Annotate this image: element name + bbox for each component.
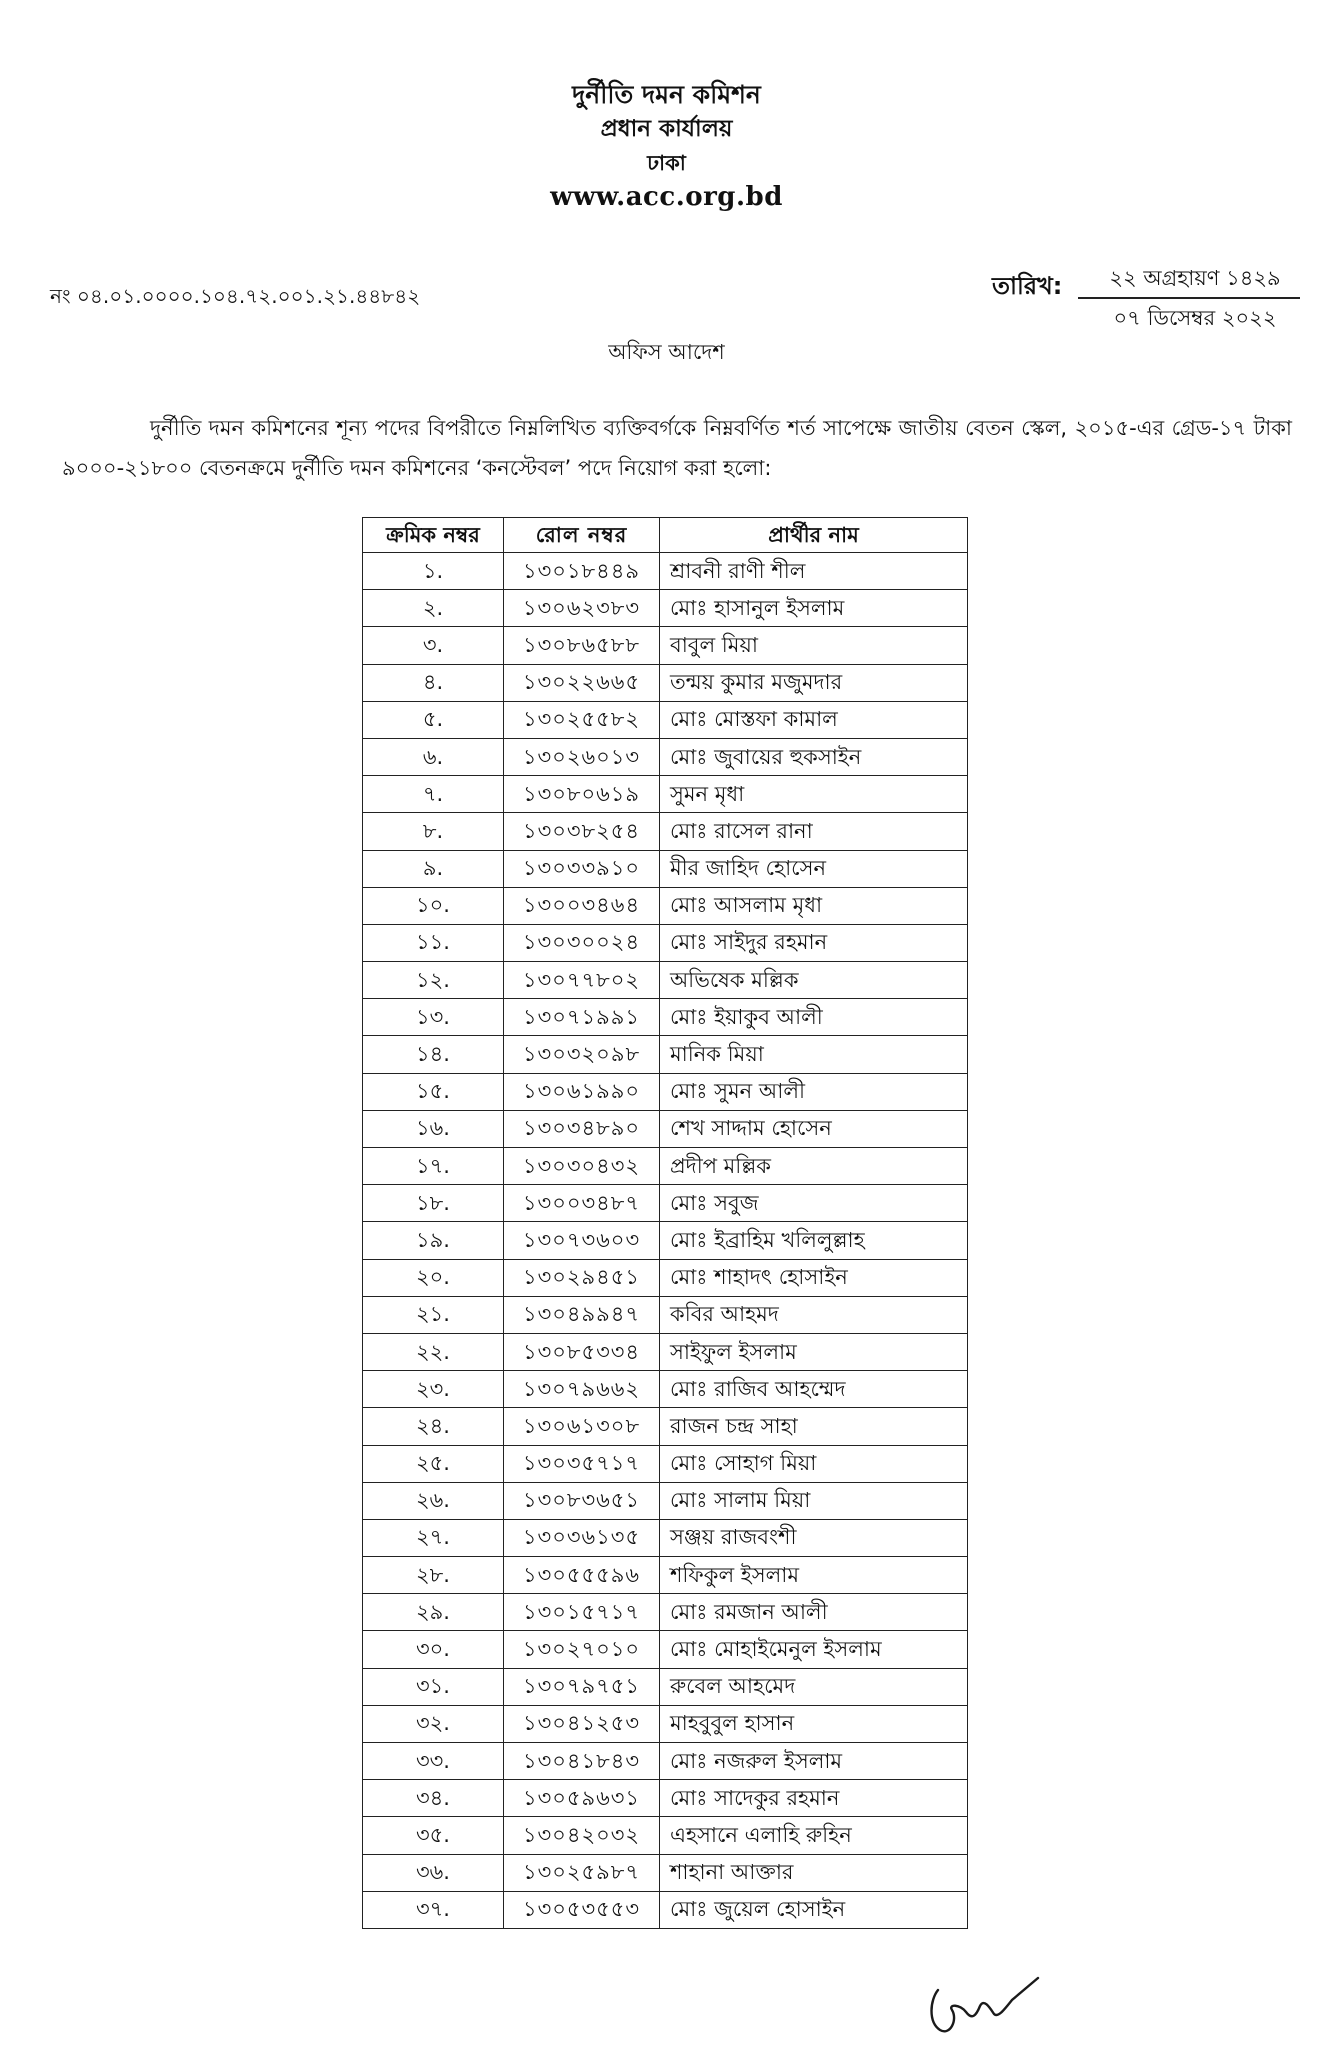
website: www.acc.org.bd	[550, 182, 783, 212]
roll-cell: ১৩০৮৩৬৫১	[504, 1482, 660, 1519]
roll-cell: ১৩০৫৩৫৫৩	[504, 1891, 660, 1928]
serial-cell: ১৬.	[363, 1110, 504, 1147]
table-row	[363, 590, 968, 627]
header-serial: ক্রমিক নম্বর	[363, 518, 504, 553]
table-row	[363, 1557, 968, 1594]
serial-cell: ৬.	[363, 738, 504, 775]
roll-cell: ১৩০৪২০৩২	[504, 1817, 660, 1854]
name-cell: মোঃ নজরুল ইসলাম	[660, 1743, 968, 1780]
name-cell: মোঃ ইব্রাহিম খলিলুল্লাহ	[660, 1222, 968, 1259]
date-bangla: ২২ অগ্রহায়ণ ১৪২৯	[1109, 266, 1281, 290]
city-name: ঢাকা	[647, 150, 686, 175]
table-row	[363, 924, 968, 961]
name-cell: মোঃ আসলাম মৃধা	[660, 887, 968, 924]
name-cell: মোঃ হাসানুল ইসলাম	[660, 590, 968, 627]
header-name: প্রার্থীর নাম	[660, 518, 968, 553]
roll-cell: ১৩০৪৯৯৪৭	[504, 1296, 660, 1333]
table-row	[363, 1668, 968, 1705]
name-cell: অভিষেক মল্লিক	[660, 962, 968, 999]
table-row	[363, 1780, 968, 1817]
roll-cell: ১৩০৭৩৬০৩	[504, 1222, 660, 1259]
name-cell: শ্রাবনী রাণী শীল	[660, 553, 968, 590]
table-row	[363, 1445, 968, 1482]
name-cell: মোঃ সবুজ	[660, 1185, 968, 1222]
serial-cell: ১৪.	[363, 1036, 504, 1073]
roll-cell: ১৩০৮৫৩৩৪	[504, 1333, 660, 1370]
table-row	[363, 1408, 968, 1445]
name-cell: মোঃ মোস্তফা কামাল	[660, 701, 968, 738]
roll-cell: ১৩০১৫৭১৭	[504, 1594, 660, 1631]
roll-cell: ১৩০৩৫৭১৭	[504, 1445, 660, 1482]
roll-cell: ১৩০৬১৩০৮	[504, 1408, 660, 1445]
serial-cell: ১৫.	[363, 1073, 504, 1110]
serial-cell: ৩৩.	[363, 1743, 504, 1780]
roll-cell: ১৩০২২৬৬৫	[504, 664, 660, 701]
serial-cell: ১৮.	[363, 1185, 504, 1222]
name-cell: মোঃ সালাম মিয়া	[660, 1482, 968, 1519]
name-cell: বাবুল মিয়া	[660, 627, 968, 664]
serial-cell: ৫.	[363, 701, 504, 738]
table-row	[363, 887, 968, 924]
name-cell: কবির আহমদ	[660, 1296, 968, 1333]
roll-cell: ১৩০৭৭৮০২	[504, 962, 660, 999]
body-paragraph: দুর্নীতি দমন কমিশনের শূন্য পদের বিপরীতে নিম্নলিখিত ব্যক্তিবর্গকে নিম্নবর্ণিত শর্ত সাপেক্ষে জাতীয় বেতন স্কেল, ২০১৫-এর গ্রেড-১৭ টাকা ৯০০০-২১৮০০ বেতনক্রমে দুর্নীতি দমন কমিশনের ‘কনস্টেবল’ পদে নিয়োগ করা হলো:	[62, 416, 1292, 480]
name-cell: শাহানা আক্তার	[660, 1854, 968, 1891]
roll-cell: ১৩০২৬০১৩	[504, 738, 660, 775]
name-cell: মাহবুবুল হাসান	[660, 1705, 968, 1742]
table-row	[363, 999, 968, 1036]
name-cell: শফিকুল ইসলাম	[660, 1557, 968, 1594]
table-row	[363, 850, 968, 887]
roll-cell: ১৩০২৫৫৮২	[504, 701, 660, 738]
roll-cell: ১৩০৬২৩৮৩	[504, 590, 660, 627]
serial-cell: ২৭.	[363, 1519, 504, 1556]
table-row	[363, 1631, 968, 1668]
roll-cell: ১৩০০৩৪৬৪	[504, 887, 660, 924]
roll-cell: ১৩০৪১৮৪৩	[504, 1743, 660, 1780]
roll-cell: ১৩০৭৯৬৬২	[504, 1371, 660, 1408]
header-roll: রোল নম্বর	[504, 518, 660, 553]
date-label: তারিখ:	[992, 272, 1063, 300]
roll-cell: ১৩০১৮৪৪৯	[504, 553, 660, 590]
name-cell: তন্ময় কুমার মজুমদার	[660, 664, 968, 701]
name-cell: মোঃ শাহাদৎ হোসাইন	[660, 1259, 968, 1296]
serial-cell: ১৩.	[363, 999, 504, 1036]
table-header-row	[363, 518, 968, 553]
roll-cell: ১৩০৩০০২৪	[504, 924, 660, 961]
name-cell: মোঃ সোহাগ মিয়া	[660, 1445, 968, 1482]
name-cell: এহসানে এলাহি রুহিন	[660, 1817, 968, 1854]
roll-cell: ১৩০৮৬৫৮৮	[504, 627, 660, 664]
roll-cell: ১৩০৭৯৭৫১	[504, 1668, 660, 1705]
name-cell: মোঃ সুমন আলী	[660, 1073, 968, 1110]
name-cell: মোঃ জুয়েল হোসাইন	[660, 1891, 968, 1928]
roll-cell: ১৩০৩৩৯১০	[504, 850, 660, 887]
name-cell: মোঃ সাইদুর রহমান	[660, 924, 968, 961]
table-row	[363, 1333, 968, 1370]
roll-cell: ১৩০৮০৬১৯	[504, 776, 660, 813]
serial-cell: ২১.	[363, 1296, 504, 1333]
date-divider	[1078, 297, 1300, 299]
roll-cell: ১৩০৬১৯৯০	[504, 1073, 660, 1110]
table-row	[363, 1854, 968, 1891]
table-row	[363, 1185, 968, 1222]
organization-name: দুর্নীতি দমন কমিশন	[572, 80, 761, 109]
letterhead	[0, 78, 1333, 214]
table-row	[363, 627, 968, 664]
table-row	[363, 701, 968, 738]
serial-cell: ২০.	[363, 1259, 504, 1296]
serial-cell: ২২.	[363, 1333, 504, 1370]
roll-cell: ১৩০৩০৪৩২	[504, 1148, 660, 1185]
serial-cell: ২৪.	[363, 1408, 504, 1445]
name-cell: সুমন মৃধা	[660, 776, 968, 813]
serial-cell: ২৮.	[363, 1557, 504, 1594]
roll-cell: ১৩০৫৫৫৯৬	[504, 1557, 660, 1594]
serial-cell: ৩১.	[363, 1668, 504, 1705]
name-cell: মোঃ রাজিব আহম্মেদ	[660, 1371, 968, 1408]
serial-cell: ২৩.	[363, 1371, 504, 1408]
table-row	[363, 553, 968, 590]
name-cell: রাজন চন্দ্র সাহা	[660, 1408, 968, 1445]
roll-cell: ১৩০৪১২৫৩	[504, 1705, 660, 1742]
table-body	[363, 553, 968, 1929]
name-cell: সঞ্জয় রাজবংশী	[660, 1519, 968, 1556]
serial-cell: ৩৬.	[363, 1854, 504, 1891]
name-cell: মোঃ রাসেল রানা	[660, 813, 968, 850]
table-row	[363, 1817, 968, 1854]
serial-cell: ৮.	[363, 813, 504, 850]
table-row	[363, 1036, 968, 1073]
serial-cell: ১৯.	[363, 1222, 504, 1259]
candidate-table	[362, 517, 968, 1929]
roll-cell: ১৩০২৯৪৫১	[504, 1259, 660, 1296]
table-row	[363, 1110, 968, 1147]
roll-cell: ১৩০৭১৯৯১	[504, 999, 660, 1036]
table-row	[363, 664, 968, 701]
name-cell: মোঃ সাদেকুর রহমান	[660, 1780, 968, 1817]
table-row	[363, 1259, 968, 1296]
name-cell: মোঃ ইয়াকুব আলী	[660, 999, 968, 1036]
serial-cell: ২৯.	[363, 1594, 504, 1631]
name-cell: মীর জাহিদ হোসেন	[660, 850, 968, 887]
table-row	[363, 1148, 968, 1185]
serial-cell: ২৬.	[363, 1482, 504, 1519]
serial-cell: ১০.	[363, 887, 504, 924]
serial-cell: ৭.	[363, 776, 504, 813]
serial-cell: ২.	[363, 590, 504, 627]
serial-cell: ৩০.	[363, 1631, 504, 1668]
roll-cell: ১৩০২৫৯৮৭	[504, 1854, 660, 1891]
table-row	[363, 1296, 968, 1333]
roll-cell: ১৩০৩৮২৫৪	[504, 813, 660, 850]
serial-cell: ৩.	[363, 627, 504, 664]
table-row	[363, 1891, 968, 1928]
table-row	[363, 1371, 968, 1408]
date-english: ০৭ ডিসেম্বর ২০২২	[1113, 306, 1277, 330]
office-name: প্রধান কার্যালয়	[600, 115, 733, 142]
table-row	[363, 1482, 968, 1519]
table-row	[363, 1073, 968, 1110]
roll-cell: ১৩০০৩৪৮৭	[504, 1185, 660, 1222]
serial-cell: ১১.	[363, 924, 504, 961]
name-cell: মোঃ জুবায়ের হুকসাইন	[660, 738, 968, 775]
table-row	[363, 962, 968, 999]
roll-cell: ১৩০৩২০৯৮	[504, 1036, 660, 1073]
roll-cell: ১৩০২৭০১০	[504, 1631, 660, 1668]
table-row	[363, 738, 968, 775]
table-row	[363, 1705, 968, 1742]
memo-number: নং ০৪.০১.০০০০.১০৪.৭২.০০১.২১.৪৪৮৪২	[50, 284, 421, 308]
roll-cell: ১৩০৫৯৬৩১	[504, 1780, 660, 1817]
table-row	[363, 813, 968, 850]
serial-cell: ৩২.	[363, 1705, 504, 1742]
name-cell: প্রদীপ মল্লিক	[660, 1148, 968, 1185]
table-row	[363, 1743, 968, 1780]
order-title: অফিস আদেশ	[608, 340, 725, 364]
serial-cell: ৩৫.	[363, 1817, 504, 1854]
serial-cell: ২৫.	[363, 1445, 504, 1482]
serial-cell: ১২.	[363, 962, 504, 999]
name-cell: শেখ সাদ্দাম হোসেন	[660, 1110, 968, 1147]
table-row	[363, 776, 968, 813]
serial-cell: ৩৪.	[363, 1780, 504, 1817]
signature	[920, 1960, 1060, 2040]
roll-cell: ১৩০৩৪৮৯০	[504, 1110, 660, 1147]
name-cell: মোঃ মোহাইমেনুল ইসলাম	[660, 1631, 968, 1668]
serial-cell: ১৭.	[363, 1148, 504, 1185]
table-row	[363, 1519, 968, 1556]
name-cell: রুবেল আহমেদ	[660, 1668, 968, 1705]
table-row	[363, 1594, 968, 1631]
serial-cell: ৩৭.	[363, 1891, 504, 1928]
roll-cell: ১৩০৩৬১৩৫	[504, 1519, 660, 1556]
name-cell: মানিক মিয়া	[660, 1036, 968, 1073]
serial-cell: ৪.	[363, 664, 504, 701]
name-cell: সাইফুল ইসলাম	[660, 1333, 968, 1370]
serial-cell: ৯.	[363, 850, 504, 887]
serial-cell: ১.	[363, 553, 504, 590]
table-row	[363, 1222, 968, 1259]
name-cell: মোঃ রমজান আলী	[660, 1594, 968, 1631]
